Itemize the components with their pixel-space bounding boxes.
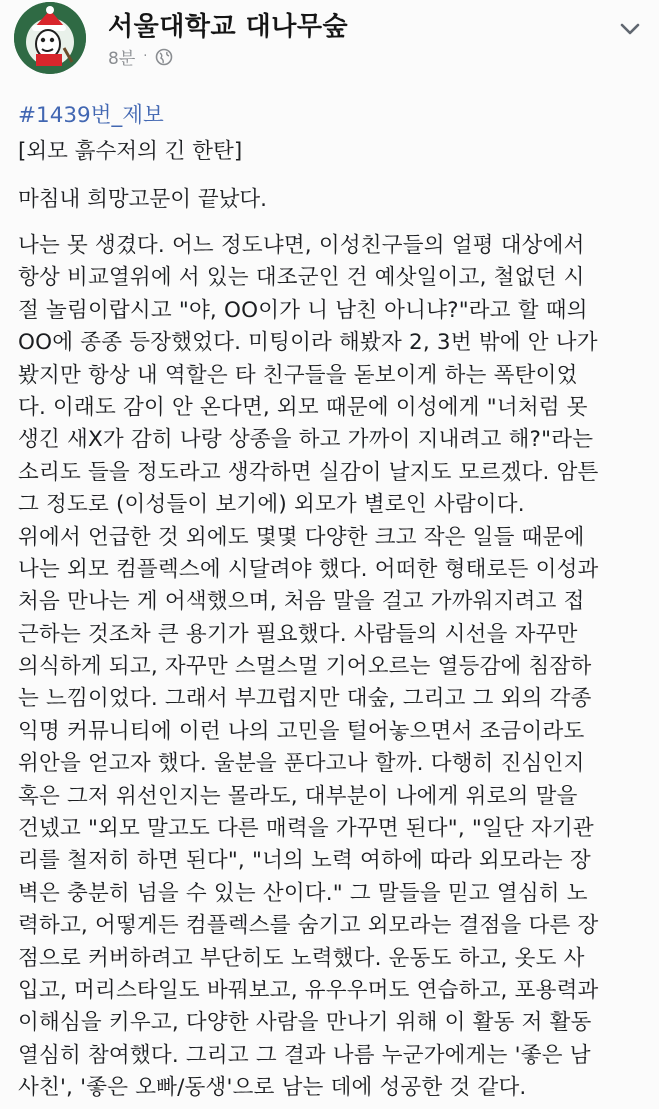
post-text-line: 열심히 참여했다. 그리고 그 결과 나름 누군가에게는 '좋은 남 (18, 1042, 591, 1068)
post-time[interactable]: 8분 (108, 49, 136, 69)
post-body (0, 98, 659, 1105)
separator-dot: · (143, 49, 148, 64)
post-text-line: 혹은 그저 위선인지는 몰라도, 대부분이 나에게 위로의 말을 (18, 783, 578, 809)
page-name[interactable]: 서울대학교 대나무숲 (108, 12, 349, 42)
post-text-line: 입고, 머리스타일도 바꿔보고, 유우우머도 연습하고, 포용력과 (18, 977, 599, 1003)
post-meta (108, 44, 173, 69)
post-text-line: 는 느낌이었다. 그래서 부끄럽지만 대숲, 그리고 그 외의 각종 (18, 686, 592, 712)
post-text-line: 항상 비교열위에 서 있는 대조군인 건 예삿일이고, 철없던 시 (18, 265, 585, 291)
post-text-line: 나는 못 생겼다. 어느 정도냐면, 이성친구들의 얼평 대상에서 (18, 233, 585, 258)
post-text-line: 소리도 들을 정도라고 생각하면 실감이 날지도 모르겠다. 암튼 (18, 459, 599, 485)
globe-icon (155, 48, 173, 66)
post-text-line: 나는 외모 컴플렉스에 시달려야 했다. 어떠한 형태로든 이성과 (18, 556, 599, 582)
chevron-down-icon[interactable] (619, 18, 641, 40)
post-text-line: 위에서 언급한 것 외에도 몇몇 다양한 크고 작은 일들 때문에 (18, 524, 585, 550)
post-subject: [외모 흙수저의 긴 한탄] (18, 139, 243, 164)
post-text-line: 이해심을 키우고, 다양한 사람을 만나기 위해 이 활동 저 활동 (18, 1010, 592, 1036)
page-avatar[interactable] (14, 2, 86, 74)
post-text-line: 다. 이래도 감이 안 온다면, 외모 때문에 이성에게 "너처럼 못 (18, 394, 588, 420)
post-text-line: OO에 종종 등장했었다. 미팅이라 해봤자 2, 3번 밖에 안 나가 (18, 330, 598, 356)
post-text-line: 그 정도로 (이성들이 보기에) 외모가 별로인 사람이다. (18, 492, 525, 518)
post-text-line: 처음 만나는 게 어색했으며, 처음 말을 걸고 가까워지려고 접 (18, 589, 585, 615)
post-text-line: 건넸고 "외모 말고도 다른 매력을 가꾸면 된다", "일단 자기관 (18, 816, 594, 842)
post-paragraph (18, 230, 645, 1105)
post-text-line: 근하는 것조차 큰 용기가 필요했다. 사람들의 시선을 자꾸만 (18, 621, 578, 647)
post-text-line: 사친', '좋은 오빠/동생'으로 남는 데에 성공한 것 같다. (18, 1075, 527, 1101)
post-text-line: 력하고, 어떻게든 컴플렉스를 숨기고 외모라는 결점을 다른 장 (18, 913, 599, 939)
post-text-line: 봤지만 항상 내 역할은 타 친구들을 돋보이게 하는 폭탄이었 (18, 362, 578, 388)
post-header (0, 0, 659, 98)
post-text-line: 생긴 새X가 감히 나랑 상종을 하고 가까이 지내려고 해?"라는 (18, 427, 594, 453)
post-text-line: 벽은 충분히 넘을 수 있는 산이다." 그 말들을 믿고 열심히 노 (18, 880, 588, 906)
post-text-line: 점으로 커버하려고 부단히도 노력했다. 운동도 하고, 옷도 사 (18, 945, 585, 971)
post-text-line: 의식하게 되고, 자꾸만 스멀스멀 기어오르는 열등감에 침잠하 (18, 654, 592, 680)
post-text-line: 절 놀림이랍시고 "야, OO이가 니 남친 아니냐?"라고 할 때의 (18, 297, 588, 323)
hashtag-link[interactable]: #1439번_제보 (18, 103, 164, 128)
bamboo-mascot-icon (14, 2, 86, 74)
post-text-line: 리를 철저히 하면 된다", "너의 노력 여하에 따라 외모라는 장 (18, 848, 591, 874)
post-text-line: 익명 커뮤니티에 이런 나의 고민을 털어놓으면서 조금이라도 (18, 718, 585, 744)
post-lead: 마침내 희망고문이 끝났다. (18, 187, 267, 212)
post-text-line: 위안을 얻고자 했다. 울분을 푼다고나 할까. 다행히 진심인지 (18, 751, 585, 777)
